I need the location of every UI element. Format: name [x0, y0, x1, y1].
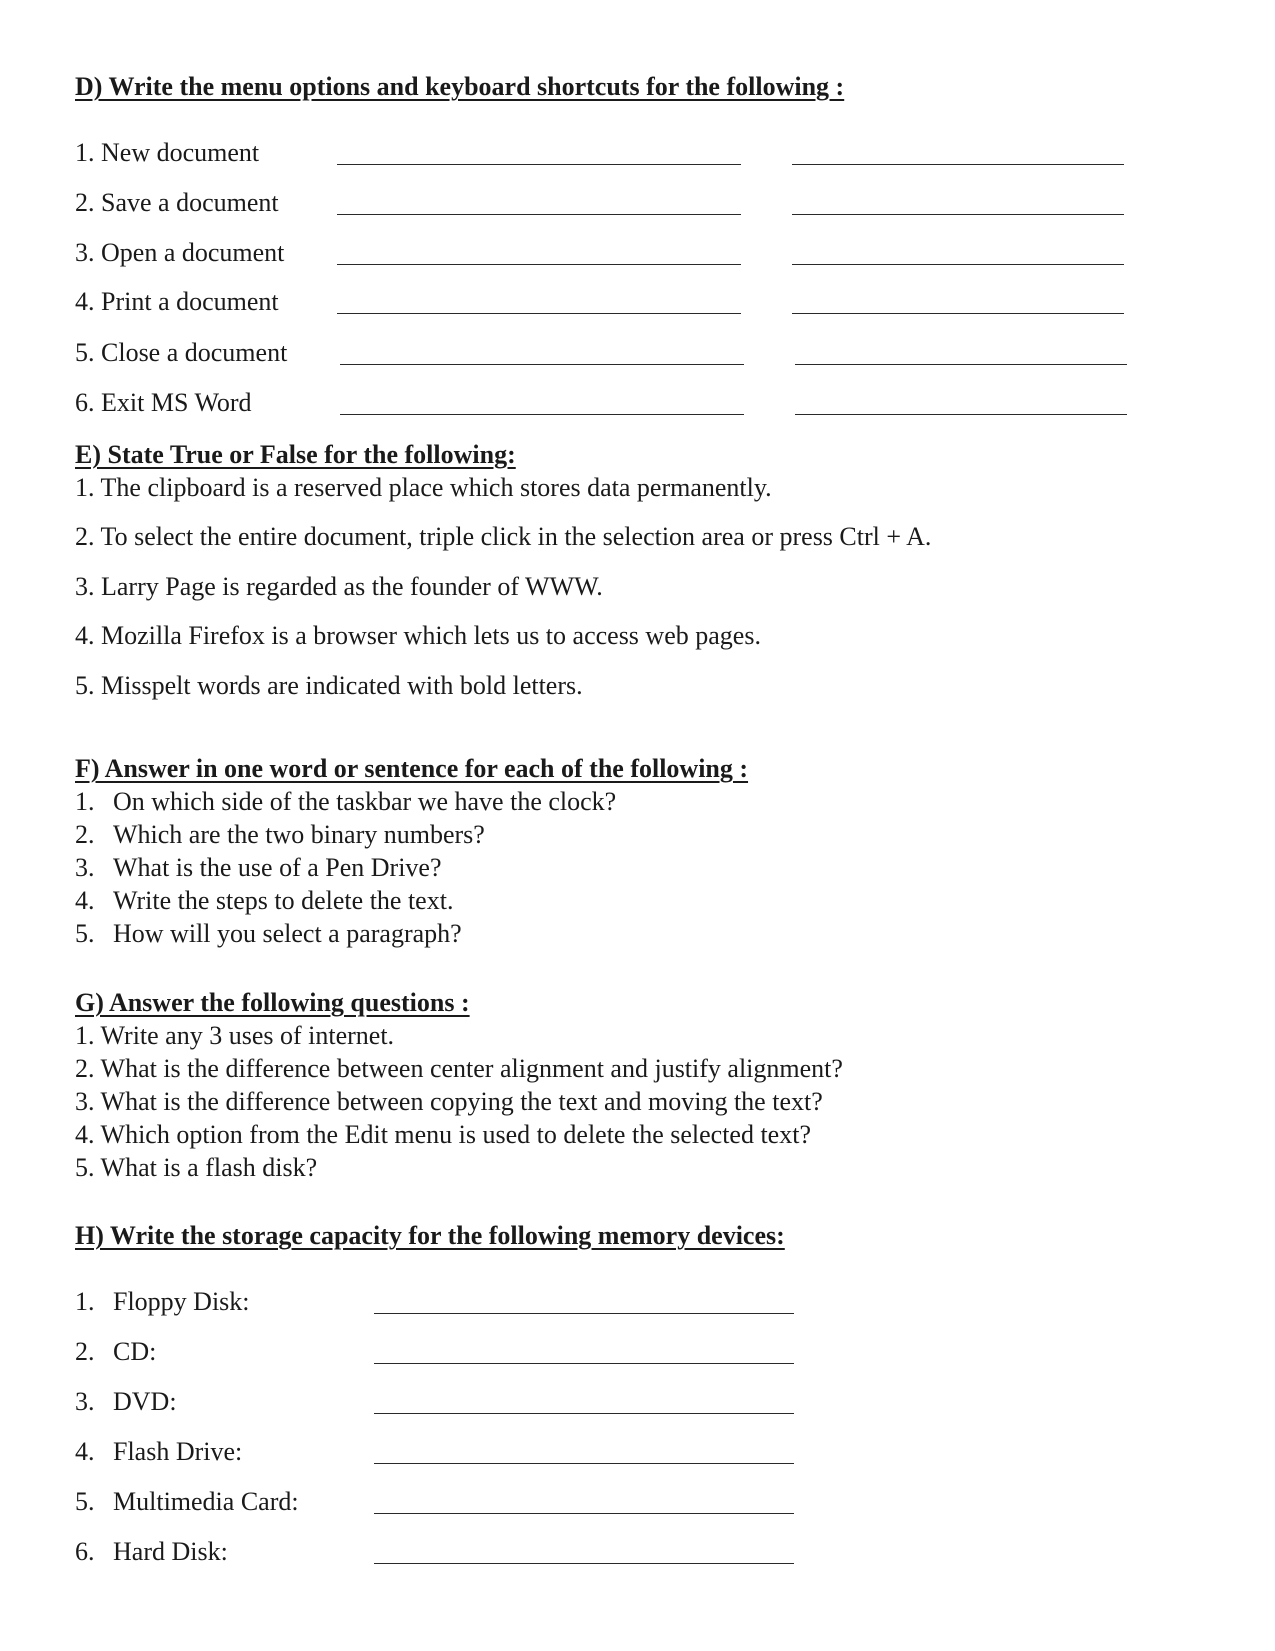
section-e-heading: E) State True or False for the following: [75, 440, 516, 469]
section-g-item [75, 1089, 823, 1115]
section-h-item [75, 1389, 177, 1415]
item-text: Flash Drive: [113, 1437, 243, 1466]
item-text: What is the use of a Pen Drive? [113, 853, 442, 882]
item-number: 4. [75, 1437, 95, 1466]
section-g-item [75, 1023, 394, 1049]
item-number: 3. [75, 853, 95, 882]
item-text: Write the steps to delete the text. [113, 886, 454, 915]
item-number: 1. [75, 1021, 95, 1050]
item-number: 2. [75, 1337, 95, 1366]
item-text: Misspelt words are indicated with bold letters. [101, 671, 583, 700]
item-text: DVD: [113, 1387, 177, 1416]
section-f-item [75, 888, 453, 914]
menu-option-blank[interactable] [337, 313, 741, 314]
item-number: 3. [75, 572, 95, 601]
item-number: 4. [75, 621, 95, 650]
section-f-item [75, 855, 442, 881]
menu-option-blank[interactable] [340, 414, 744, 415]
item-number: 2. [75, 820, 95, 849]
section-h-item [75, 1289, 250, 1315]
section-d-item [75, 240, 284, 266]
section-d-heading: D) Write the menu options and keyboard shortcuts for the following : [75, 72, 845, 101]
item-text: Multimedia Card: [113, 1487, 299, 1516]
shortcut-blank[interactable] [792, 164, 1124, 165]
section-e-item [75, 475, 772, 501]
menu-option-blank[interactable] [337, 214, 741, 215]
item-text: What is a flash disk? [100, 1153, 318, 1182]
item-text: Hard Disk: [113, 1537, 228, 1566]
section-d-item [75, 340, 287, 366]
item-text: Close a document [101, 338, 288, 367]
item-number: 4. [75, 886, 95, 915]
section-h-item [75, 1339, 156, 1365]
item-number: 4. [75, 287, 95, 316]
shortcut-blank[interactable] [792, 214, 1124, 215]
item-number: 3. [75, 1387, 95, 1416]
menu-option-blank[interactable] [337, 264, 741, 265]
item-number: 5. [75, 1153, 95, 1182]
item-text: What is the difference between center alignment and justify alignment? [100, 1054, 843, 1083]
section-g-heading: G) Answer the following questions : [75, 988, 470, 1017]
item-number: 4. [75, 1120, 95, 1149]
shortcut-blank[interactable] [792, 264, 1124, 265]
item-text: Exit MS Word [101, 388, 252, 417]
item-number: 1. [75, 138, 95, 167]
section-d-item [75, 140, 259, 166]
item-text: What is the difference between copying the text and moving the text? [100, 1087, 823, 1116]
item-number: 1. [75, 787, 95, 816]
item-text: Larry Page is regarded as the founder of WWW. [101, 572, 603, 601]
section-g-item [75, 1155, 317, 1181]
shortcut-blank[interactable] [795, 414, 1127, 415]
section-e-item [75, 673, 583, 699]
section-e-item [75, 524, 931, 550]
capacity-blank[interactable] [374, 1413, 794, 1414]
section-d-item [75, 289, 279, 315]
item-text: Open a document [101, 238, 285, 267]
item-number: 1. [75, 473, 95, 502]
item-number: 5. [75, 1487, 95, 1516]
section-h-item [75, 1539, 228, 1565]
capacity-blank[interactable] [374, 1313, 794, 1314]
item-number: 2. [75, 1054, 95, 1083]
item-number: 6. [75, 388, 95, 417]
item-text: Floppy Disk: [113, 1287, 250, 1316]
item-text: Print a document [101, 287, 279, 316]
item-text: Write any 3 uses of internet. [100, 1021, 395, 1050]
item-number: 2. [75, 522, 95, 551]
section-g-item [75, 1122, 811, 1148]
shortcut-blank[interactable] [795, 364, 1127, 365]
item-text: The clipboard is a reserved place which stores data permanently. [100, 473, 772, 502]
item-text: Mozilla Firefox is a browser which lets us to access web pages. [101, 621, 761, 650]
item-text: Which are the two binary numbers? [113, 820, 485, 849]
shortcut-blank[interactable] [792, 313, 1124, 314]
capacity-blank[interactable] [374, 1563, 794, 1564]
item-text: Which option from the Edit menu is used to delete the selected text? [100, 1120, 811, 1149]
item-number: 3. [75, 1087, 95, 1116]
item-number: 6. [75, 1537, 95, 1566]
item-text: CD: [113, 1337, 157, 1366]
capacity-blank[interactable] [374, 1513, 794, 1514]
item-number: 3. [75, 238, 95, 267]
item-text: New document [101, 138, 260, 167]
item-text: To select the entire document, triple click in the selection area or press Ctrl + A. [100, 522, 932, 551]
section-e-item [75, 574, 603, 600]
menu-option-blank[interactable] [340, 364, 744, 365]
capacity-blank[interactable] [374, 1363, 794, 1364]
item-text: On which side of the taskbar we have the clock? [113, 787, 617, 816]
item-number: 5. [75, 338, 95, 367]
item-number: 5. [75, 919, 95, 948]
item-number: 2. [75, 188, 95, 217]
section-f-item [75, 921, 462, 947]
section-d-item [75, 390, 252, 416]
menu-option-blank[interactable] [337, 164, 741, 165]
section-h-item [75, 1489, 299, 1515]
item-text: How will you select a paragraph? [113, 919, 462, 948]
item-number: 1. [75, 1287, 95, 1316]
section-g-item [75, 1056, 843, 1082]
section-h-item [75, 1439, 242, 1465]
section-h-heading: H) Write the storage capacity for the following memory devices: [75, 1221, 785, 1250]
section-f-item [75, 822, 485, 848]
section-d-item [75, 190, 279, 216]
section-e-item [75, 623, 761, 649]
section-f-item [75, 789, 616, 815]
section-f-heading: F) Answer in one word or sentence for each of the following : [75, 754, 749, 783]
capacity-blank[interactable] [374, 1463, 794, 1464]
item-number: 5. [75, 671, 95, 700]
item-text: Save a document [101, 188, 279, 217]
